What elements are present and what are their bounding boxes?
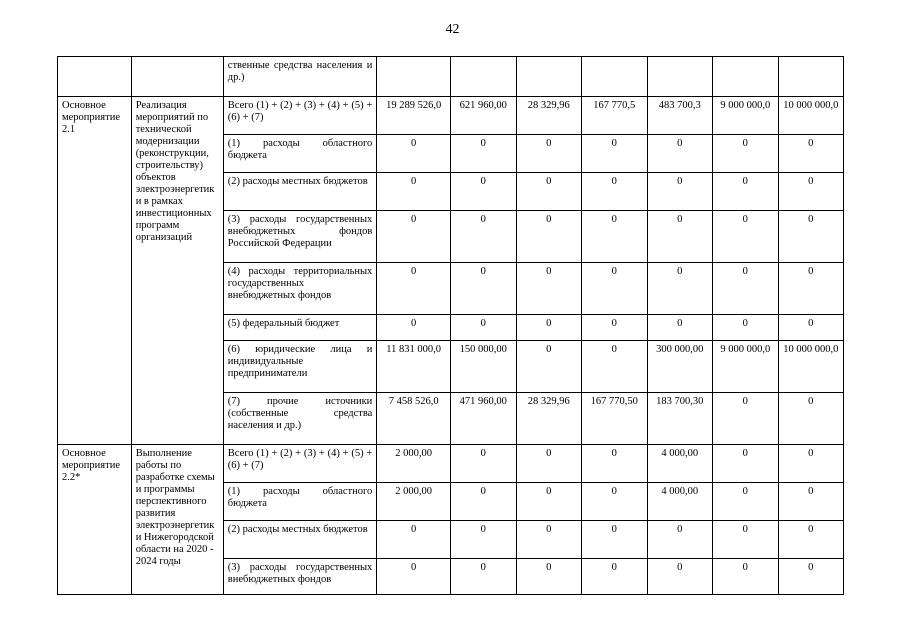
table-cell: 0 [516, 135, 582, 173]
table-cell: 621 960,00 [451, 97, 517, 135]
table-cell: 0 [377, 315, 451, 341]
table-cell: 0 [582, 483, 648, 521]
table-cell: 0 [516, 341, 582, 393]
table-cell: 0 [713, 559, 779, 595]
activity-number-cell: Основное мероприятие 2.1 [58, 97, 132, 445]
table-cell: 0 [377, 211, 451, 263]
table-cell: 0 [713, 393, 779, 445]
table-cell: 19 289 526,0 [377, 97, 451, 135]
table-cell: 0 [582, 521, 648, 559]
table-cell: 0 [778, 263, 844, 315]
table-cell [647, 57, 713, 97]
table-cell: 4 000,00 [647, 483, 713, 521]
table-cell: 0 [451, 559, 517, 595]
table-cell: (4) расходы территориальных государственных внебюджетных фондов [223, 263, 377, 315]
table-cell: 0 [516, 173, 582, 211]
table-cell: 0 [647, 263, 713, 315]
table-cell: 9 000 000,0 [713, 341, 779, 393]
table-cell: 150 000,00 [451, 341, 517, 393]
table-cell: 0 [582, 445, 648, 483]
table-cell: 0 [778, 135, 844, 173]
table-cell: 183 700,30 [647, 393, 713, 445]
table-cell: 167 770,5 [582, 97, 648, 135]
table-cell: 0 [516, 445, 582, 483]
table-cell: 0 [778, 559, 844, 595]
activity-description-cell: Реализация мероприятий по технической модернизации (реконструкции, строительству) объектов электроэнергетики в рамках инвестиционных программ организаций [131, 97, 223, 445]
table-cell: 0 [516, 521, 582, 559]
table-cell: 0 [451, 173, 517, 211]
table-cell [582, 57, 648, 97]
table-cell: 0 [582, 211, 648, 263]
table-cell: 2 000,00 [377, 445, 451, 483]
table-cell: 11 831 000,0 [377, 341, 451, 393]
table-cell: 28 329,96 [516, 393, 582, 445]
table-cell: 0 [713, 445, 779, 483]
activity-number-cell: Основное мероприятие 2.2* [58, 445, 132, 595]
table-cell: 0 [713, 135, 779, 173]
table-cell: 0 [516, 263, 582, 315]
table-cell: (3) расходы государственных внебюджетных фондов Российской Федерации [223, 211, 377, 263]
table-cell: 0 [582, 315, 648, 341]
table-row [58, 57, 844, 97]
table-cell: 0 [377, 173, 451, 211]
table-cell: 0 [778, 521, 844, 559]
table-cell: 0 [713, 521, 779, 559]
table-cell: (1) расходы областного бюджета [223, 135, 377, 173]
table-cell [131, 57, 223, 97]
activity-description-cell: Выполнение работы по разработке схемы и программы перспективного развития электроэнергетики Нижегородской области на 2020 - 2024 годы [131, 445, 223, 595]
table-cell: Всего (1) + (2) + (3) + (4) + (5) + (6) + (7) [223, 97, 377, 135]
table-cell: 0 [451, 483, 517, 521]
table-cell: 0 [713, 211, 779, 263]
table-cell [451, 57, 517, 97]
table-cell: ственные средства населения и др.) [223, 57, 377, 97]
table-cell: 4 000,00 [647, 445, 713, 483]
table-cell: 0 [647, 135, 713, 173]
table-cell: 0 [582, 559, 648, 595]
table-cell: 0 [516, 315, 582, 341]
table-cell: 0 [713, 263, 779, 315]
table-row [58, 97, 844, 135]
table-cell [713, 57, 779, 97]
table-cell: 0 [647, 315, 713, 341]
table-cell: 0 [647, 521, 713, 559]
table-cell [377, 57, 451, 97]
table-cell: (5) федеральный бюджет [223, 315, 377, 341]
table-cell: 0 [451, 445, 517, 483]
table-cell: 0 [582, 263, 648, 315]
table-row [58, 445, 844, 483]
table-cell: 0 [713, 173, 779, 211]
table-cell: (2) расходы местных бюджетов [223, 521, 377, 559]
table-cell: (2) расходы местных бюджетов [223, 173, 377, 211]
page-number: 42 [445, 22, 460, 37]
table-cell: 0 [451, 263, 517, 315]
table-cell: (1) расходы областного бюджета [223, 483, 377, 521]
table-cell: 0 [778, 315, 844, 341]
table-cell: 0 [516, 559, 582, 595]
table-cell: 300 000,00 [647, 341, 713, 393]
table-cell: 10 000 000,0 [778, 97, 844, 135]
table-cell: 0 [778, 393, 844, 445]
table-cell: 0 [713, 483, 779, 521]
table-cell: 0 [451, 315, 517, 341]
table-cell: 0 [582, 173, 648, 211]
table-cell: Всего (1) + (2) + (3) + (4) + (5) + (6) + (7) [223, 445, 377, 483]
table-cell: 0 [647, 559, 713, 595]
table-cell: 0 [377, 135, 451, 173]
table-cell [516, 57, 582, 97]
table-cell: (3) расходы государственных внебюджетных фондов [223, 559, 377, 595]
table-cell [778, 57, 844, 97]
table-cell: 167 770,50 [582, 393, 648, 445]
table-cell: 471 960,00 [451, 393, 517, 445]
table-cell: 0 [377, 559, 451, 595]
table-cell [58, 57, 132, 97]
table-cell: 0 [582, 135, 648, 173]
table-cell: 0 [451, 135, 517, 173]
table-cell: (6) юридические лица и индивидуальные предприниматели [223, 341, 377, 393]
table-cell: 10 000 000,0 [778, 341, 844, 393]
budget-table [57, 56, 844, 595]
table-cell: 0 [377, 521, 451, 559]
table-cell: 2 000,00 [377, 483, 451, 521]
table-cell: 0 [451, 211, 517, 263]
table-cell: 0 [516, 211, 582, 263]
table-cell: 0 [647, 173, 713, 211]
table-cell: 0 [778, 211, 844, 263]
table-cell: 0 [377, 263, 451, 315]
table-cell: 7 458 526,0 [377, 393, 451, 445]
table-cell: 0 [516, 483, 582, 521]
table-cell: 0 [713, 315, 779, 341]
table-cell: 0 [451, 521, 517, 559]
table-cell: 9 000 000,0 [713, 97, 779, 135]
table-cell: (7) прочие источники (собственные средства населения и др.) [223, 393, 377, 445]
table-cell: 28 329,96 [516, 97, 582, 135]
table-cell: 0 [582, 341, 648, 393]
table-cell: 0 [778, 173, 844, 211]
table-cell: 0 [778, 445, 844, 483]
table-cell: 0 [647, 211, 713, 263]
table-cell: 0 [778, 483, 844, 521]
table-cell: 483 700,3 [647, 97, 713, 135]
